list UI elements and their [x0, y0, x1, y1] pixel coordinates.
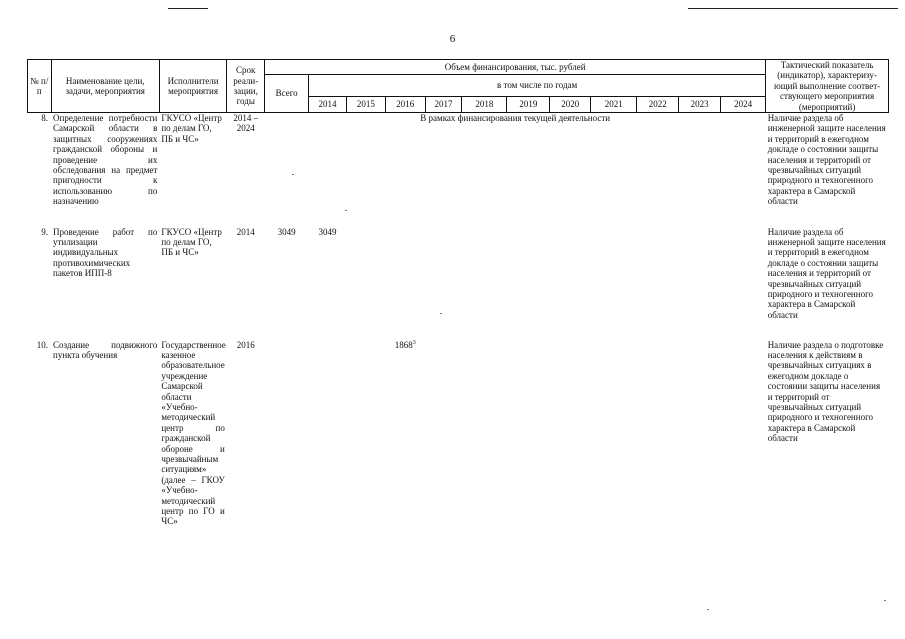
header-term: Срок реали-зации, годы — [227, 60, 265, 113]
row-term: 2016 — [236, 339, 255, 350]
row-term: 2014 — [236, 226, 255, 237]
header-year-2017: 2017 — [425, 97, 462, 113]
header-total: Всего — [265, 75, 309, 113]
header-year-2018: 2018 — [462, 97, 507, 113]
header-year-2021: 2021 — [591, 97, 637, 113]
header-year-2016: 2016 — [385, 97, 425, 113]
row-num: 8. — [41, 113, 48, 124]
footnote-marker: 3 — [412, 339, 416, 346]
table-row — [28, 227, 889, 340]
row-executors: Государственное казенное образовательное учреждение Самарской области «Учебно-методический центр по гражданской обороне и чрезвычайным ситуациям» (далее – ГКОУ «Учебно-методический центр по ГО и ЧС» — [161, 339, 226, 527]
row-name: Создание подвижного пункта обучения — [53, 339, 158, 360]
scan-speck — [884, 600, 886, 601]
row-value-2014: 3049 — [318, 226, 337, 237]
header-year-2023: 2023 — [679, 97, 721, 113]
header-indicator: Тактический показатель (индикатор), характеризу-ющий выполнение соответ-ствующего мероприятия (мероприятий) — [766, 60, 889, 113]
scan-speck — [292, 174, 294, 175]
header-by-year: в том числе по годам — [309, 75, 766, 97]
financing-table — [27, 59, 889, 527]
row-indicator: Наличие раздела об инженерной защите населения и территорий в ежегодном докладе о состоянии защиты населения и территорий от чрезвычайных ситуаций природного и техногенного характера в Самарской области — [767, 113, 886, 207]
row-indicator: Наличие раздела об инженерной защите населения и территорий в ежегодном докладе о состоянии защиты населения и территорий от чрезвычайных ситуаций природного и техногенного характера в Самарской области — [767, 226, 886, 320]
header-year-2014: 2014 — [309, 97, 347, 113]
scan-line-top-left — [168, 8, 208, 9]
scan-speck — [440, 313, 442, 314]
row-term: 2014 – 2024 — [233, 113, 259, 134]
row-executors: ГКУСО «Центр по делам ГО, ПБ и ЧС» — [161, 113, 222, 144]
header-num: № п/п — [28, 60, 52, 113]
scan-line-top-right — [688, 8, 898, 9]
table-row — [28, 113, 889, 227]
header-year-2015: 2015 — [346, 97, 385, 113]
scan-speck — [345, 210, 347, 211]
row-financing-note: В рамках финансирования текущей деятельности — [420, 113, 611, 124]
row-name: Определение потребности Самарской области в защитных сооружениях гражданской обороны и проведение их обследования на предмет пригодности к использованию по назначению — [53, 113, 158, 207]
row-executors: ГКУСО «Центр по делам ГО, ПБ и ЧС» — [161, 226, 222, 258]
header-executors: Исполнители мероприятия — [159, 60, 226, 113]
header-financing: Объем финансирования, тыс. рублей — [265, 60, 766, 75]
row-total: 3049 — [277, 226, 296, 237]
header-name: Наименование цели, задачи, мероприятия — [51, 60, 159, 113]
value-2016-number: 1868 — [394, 339, 413, 350]
header-year-2020: 2020 — [550, 97, 591, 113]
row-num: 9. — [41, 226, 48, 237]
row-num: 10. — [36, 339, 48, 350]
header-year-2022: 2022 — [637, 97, 679, 113]
row-value-2016 — [385, 340, 425, 527]
scan-speck — [707, 609, 709, 610]
table-header — [28, 60, 889, 113]
table-row — [28, 340, 889, 527]
header-year-2019: 2019 — [507, 97, 550, 113]
page-number: 6 — [449, 33, 456, 45]
row-name: Проведение работ по утилизации индивидуальных противохимических пакетов ИПП-8 — [53, 226, 158, 279]
header-year-2024: 2024 — [721, 97, 766, 113]
row-indicator: Наличие раздела о подготовке населения к действиям в чрезвычайных ситуациях в ежегодном докладе о состоянии защиты населения и территорий от чрезвычайных ситуаций природного и техногенного характера в Самарской области — [767, 339, 884, 444]
